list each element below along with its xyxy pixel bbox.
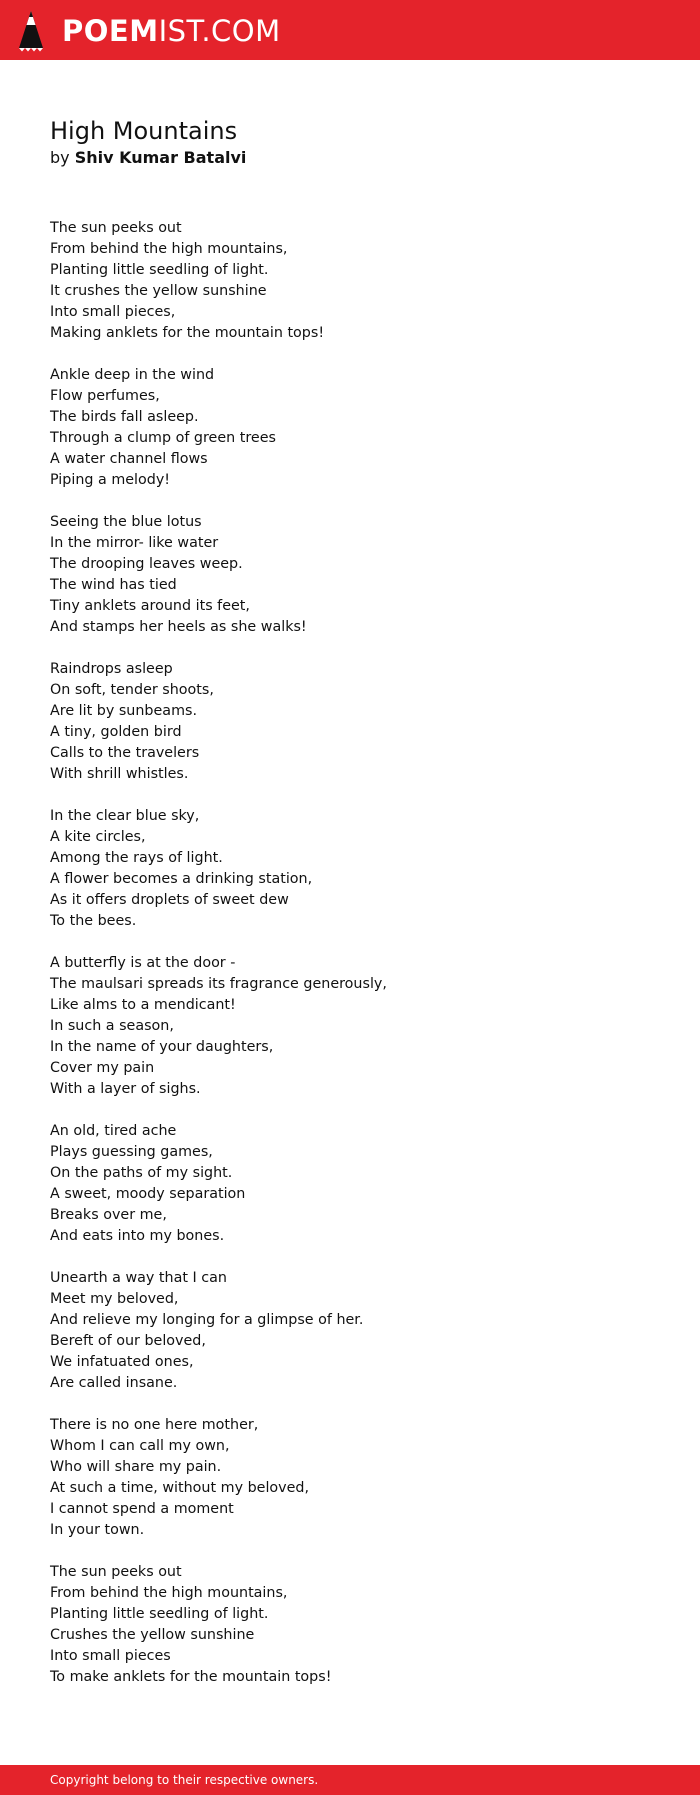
poem-stanza xyxy=(50,512,650,638)
poem-title: High Mountains xyxy=(50,117,238,145)
poem-line: In the name of your daughters, xyxy=(50,1039,274,1055)
poem-line: Cover my pain xyxy=(50,1060,155,1076)
poem-line: Plays guessing games, xyxy=(50,1144,213,1160)
poem-line: Are called insane. xyxy=(50,1375,178,1391)
brand-name-light: IST.COM xyxy=(158,13,281,48)
poem-line: It crushes the yellow sunshine xyxy=(50,283,267,299)
poem-line: In the mirror- like water xyxy=(50,535,219,551)
poem-stanza xyxy=(50,1121,650,1247)
poem-line: A kite circles, xyxy=(50,829,146,845)
poem-line: In the clear blue sky, xyxy=(50,808,200,824)
poem-line: To the bees. xyxy=(50,913,137,929)
poem-line: Bereft of our beloved, xyxy=(50,1333,206,1349)
copyright-notice: Copyright belong to their respective owners. xyxy=(50,1773,319,1787)
site-logo[interactable] xyxy=(18,10,281,52)
poem-line: The sun peeks out xyxy=(50,1564,182,1580)
poem-line: A butterfly is at the door - xyxy=(50,955,236,971)
brand-name-bold: POEM xyxy=(62,13,159,48)
poem-line: Like alms to a mendicant! xyxy=(50,997,236,1013)
poem-line: Piping a melody! xyxy=(50,472,171,488)
poem-line: Planting little seedling of light. xyxy=(50,262,269,278)
poem-line: Meet my beloved, xyxy=(50,1291,179,1307)
poem-line: Among the rays of light. xyxy=(50,850,223,866)
poem-line: Through a clump of green trees xyxy=(50,430,276,446)
poem-body xyxy=(50,218,650,1709)
poem-line: Tiny anklets around its feet, xyxy=(50,598,250,614)
poem-stanza xyxy=(50,659,650,785)
poem-line: Ankle deep in the wind xyxy=(50,367,215,383)
poem-author: Shiv Kumar Batalvi xyxy=(74,148,247,167)
poem-line: There is no one here mother, xyxy=(50,1417,259,1433)
poem-line: In such a season, xyxy=(50,1018,174,1034)
poem-stanza xyxy=(50,218,650,344)
poem-line: A tiny, golden bird xyxy=(50,724,182,740)
poem-line: We infatuated ones, xyxy=(50,1354,194,1370)
poem-line: Making anklets for the mountain tops! xyxy=(50,325,325,341)
poem-stanza xyxy=(50,1268,650,1394)
poem-line: With a layer of sighs. xyxy=(50,1081,201,1097)
by-label: by xyxy=(50,148,70,167)
poem-stanza xyxy=(50,953,650,1100)
poem-line: Are lit by sunbeams. xyxy=(50,703,197,719)
poem-line: Into small pieces xyxy=(50,1648,171,1664)
poem-line: The wind has tied xyxy=(50,577,177,593)
poem-line: Flow perfumes, xyxy=(50,388,160,404)
poem-line: The drooping leaves weep. xyxy=(50,556,243,572)
poem-line: An old, tired ache xyxy=(50,1123,177,1139)
poem-line: In your town. xyxy=(50,1522,145,1538)
poem-line: Into small pieces, xyxy=(50,304,176,320)
poem-line: And stamps her heels as she walks! xyxy=(50,619,307,635)
poem-line: Raindrops asleep xyxy=(50,661,173,677)
site-footer xyxy=(0,1765,700,1795)
poem-line: I cannot spend a moment xyxy=(50,1501,234,1517)
poem-line: At such a time, without my beloved, xyxy=(50,1480,310,1496)
poem-line: Seeing the blue lotus xyxy=(50,514,202,530)
brand-name xyxy=(62,13,281,48)
poem-line: And eats into my bones. xyxy=(50,1228,225,1244)
site-header xyxy=(0,0,700,60)
poem-line: The birds fall asleep. xyxy=(50,409,199,425)
poem-line: With shrill whistles. xyxy=(50,766,189,782)
poem-line: From behind the high mountains, xyxy=(50,241,288,257)
poem-line: To make anklets for the mountain tops! xyxy=(50,1669,332,1685)
poem-line: On the paths of my sight. xyxy=(50,1165,233,1181)
poem-line: Whom I can call my own, xyxy=(50,1438,230,1454)
poem-line: On soft, tender shoots, xyxy=(50,682,214,698)
poem-line: A water channel flows xyxy=(50,451,208,467)
poem-stanza xyxy=(50,1562,650,1688)
poem-line: As it offers droplets of sweet dew xyxy=(50,892,289,908)
poem-stanza xyxy=(50,1415,650,1541)
poem-line: Crushes the yellow sunshine xyxy=(50,1627,255,1643)
poem-line: Unearth a way that I can xyxy=(50,1270,227,1286)
pencil-logo-icon xyxy=(18,10,44,52)
poem-line: A flower becomes a drinking station, xyxy=(50,871,313,887)
poem-line: Who will share my pain. xyxy=(50,1459,222,1475)
poem-line: The sun peeks out xyxy=(50,220,182,236)
poem-line: Calls to the travelers xyxy=(50,745,200,761)
poem-line: Breaks over me, xyxy=(50,1207,167,1223)
poem-line: Planting little seedling of light. xyxy=(50,1606,269,1622)
poem-line: A sweet, moody separation xyxy=(50,1186,246,1202)
poem-line: The maulsari spreads its fragrance generously, xyxy=(50,976,387,992)
poem-byline xyxy=(50,146,246,170)
poem-line: And relieve my longing for a glimpse of her. xyxy=(50,1312,364,1328)
poem-line: From behind the high mountains, xyxy=(50,1585,288,1601)
poem-stanza xyxy=(50,806,650,932)
poem-stanza xyxy=(50,365,650,491)
